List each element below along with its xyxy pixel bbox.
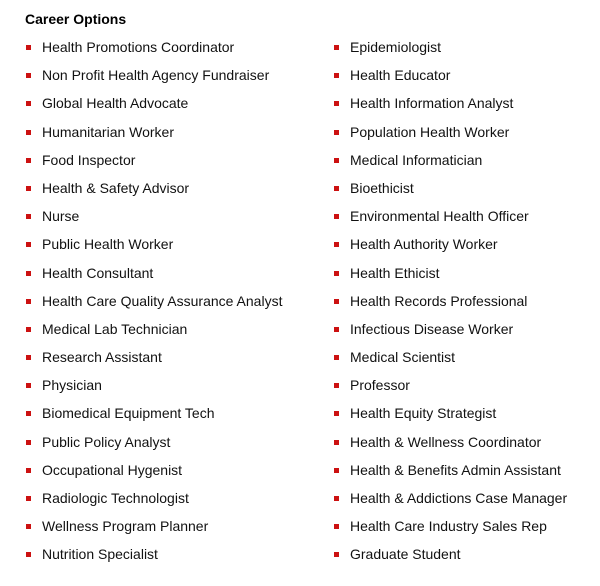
career-list-item (26, 320, 282, 348)
career-list-item (334, 151, 567, 179)
career-label: Health Educator (350, 67, 451, 84)
career-label: Humanitarian Worker (42, 123, 175, 140)
square-bullet-icon (334, 552, 339, 557)
square-bullet-icon (334, 45, 339, 50)
career-list-item (26, 545, 282, 573)
career-label: Health Authority Worker (350, 236, 498, 253)
career-list-item (26, 461, 282, 489)
career-list-item (334, 404, 567, 432)
career-label: Graduate Student (350, 546, 461, 563)
square-bullet-icon (26, 214, 31, 219)
career-list-item (334, 348, 567, 376)
career-list-item (334, 320, 567, 348)
career-label: Wellness Program Planner (42, 518, 209, 535)
square-bullet-icon (26, 45, 31, 50)
career-list-item (26, 207, 282, 235)
career-list-item (334, 207, 567, 235)
square-bullet-icon (26, 242, 31, 247)
square-bullet-icon (26, 327, 31, 332)
square-bullet-icon (334, 327, 339, 332)
square-bullet-icon (334, 186, 339, 191)
career-label: Medical Informatician (350, 151, 483, 168)
square-bullet-icon (26, 355, 31, 360)
career-list-item (334, 292, 567, 320)
square-bullet-icon (334, 299, 339, 304)
career-list-item (334, 461, 567, 489)
square-bullet-icon (26, 440, 31, 445)
square-bullet-icon (26, 383, 31, 388)
career-list-item (26, 433, 282, 461)
career-label: Health Ethicist (350, 264, 440, 281)
square-bullet-icon (26, 299, 31, 304)
career-label: Medical Scientist (350, 349, 456, 366)
career-list-item (334, 545, 567, 573)
square-bullet-icon (26, 496, 31, 501)
career-label: Health & Benefits Admin Assistant (350, 461, 561, 478)
career-label: Radiologic Technologist (42, 490, 189, 506)
career-list-item (26, 404, 282, 432)
career-list-item (26, 123, 282, 151)
square-bullet-icon (334, 355, 339, 360)
career-list-item (334, 264, 567, 292)
career-label: Global Health Advocate (42, 95, 189, 112)
square-bullet-icon (334, 496, 339, 501)
career-list-item (26, 517, 282, 545)
square-bullet-icon (26, 101, 31, 106)
career-label: Bioethicist (350, 179, 414, 196)
career-label: Non Profit Health Agency Fundraiser (42, 67, 270, 84)
career-list-item (26, 38, 282, 66)
career-list-item (26, 151, 282, 179)
career-label: Health Consultant (42, 264, 154, 281)
career-list-item (334, 433, 567, 461)
career-label: Health Care Industry Sales Rep (350, 518, 547, 535)
square-bullet-icon (334, 411, 339, 416)
square-bullet-icon (334, 101, 339, 106)
square-bullet-icon (334, 271, 339, 276)
career-label: Public Health Worker (42, 236, 174, 253)
square-bullet-icon (334, 242, 339, 247)
career-list-item (26, 489, 282, 517)
square-bullet-icon (26, 552, 31, 557)
square-bullet-icon (26, 130, 31, 135)
career-label: Health & Safety Advisor (42, 179, 190, 196)
career-label: Population Health Worker (350, 123, 510, 140)
career-list-item (26, 292, 282, 320)
career-label: Physician (42, 377, 102, 394)
career-label: Health Information Analyst (350, 95, 514, 112)
career-label: Food Inspector (42, 151, 136, 168)
square-bullet-icon (26, 158, 31, 163)
career-list-item (334, 376, 567, 404)
career-list-item (334, 38, 567, 66)
square-bullet-icon (26, 524, 31, 529)
square-bullet-icon (334, 468, 339, 473)
career-list-item (26, 348, 282, 376)
career-label: Environmental Health Officer (350, 208, 529, 225)
career-list-item (334, 235, 567, 263)
career-label: Health & Wellness Coordinator (350, 433, 542, 450)
career-list-item (26, 179, 282, 207)
career-list-item (334, 123, 567, 151)
career-label: Biomedical Equipment Tech (42, 405, 215, 422)
career-label: Health Care Quality Assurance Analyst (42, 292, 283, 309)
career-list-item (26, 264, 282, 292)
career-label: Health & Addictions Case Manager (350, 490, 568, 506)
square-bullet-icon (334, 130, 339, 135)
career-label: Nurse (42, 208, 80, 225)
career-list-item (334, 517, 567, 545)
career-list-item (26, 94, 282, 122)
career-list-right (334, 38, 567, 574)
career-label: Nutrition Specialist (42, 546, 158, 563)
career-label: Infectious Disease Worker (350, 320, 514, 337)
career-label: Health Records Professional (350, 292, 528, 309)
career-label: Research Assistant (42, 349, 162, 366)
square-bullet-icon (26, 411, 31, 416)
square-bullet-icon (26, 73, 31, 78)
square-bullet-icon (334, 73, 339, 78)
square-bullet-icon (334, 214, 339, 219)
square-bullet-icon (26, 271, 31, 276)
square-bullet-icon (26, 186, 31, 191)
career-label: Public Policy Analyst (42, 433, 171, 450)
square-bullet-icon (334, 440, 339, 445)
career-label: Medical Lab Technician (42, 320, 188, 337)
square-bullet-icon (334, 383, 339, 388)
career-label: Epidemiologist (350, 39, 442, 55)
career-list-item (26, 376, 282, 404)
square-bullet-icon (26, 468, 31, 473)
career-list-item (334, 66, 567, 94)
career-list-item (334, 489, 567, 517)
career-label: Health Equity Strategist (350, 405, 497, 422)
career-list-left (26, 38, 282, 574)
career-list-item (26, 66, 282, 94)
career-label: Occupational Hygenist (42, 461, 183, 478)
square-bullet-icon (334, 524, 339, 529)
section-heading: Career Options (25, 11, 127, 27)
career-label: Professor (350, 377, 410, 394)
square-bullet-icon (334, 158, 339, 163)
career-list-item (334, 179, 567, 207)
career-list-item (334, 94, 567, 122)
career-label: Health Promotions Coordinator (42, 39, 235, 55)
career-list-item (26, 235, 282, 263)
